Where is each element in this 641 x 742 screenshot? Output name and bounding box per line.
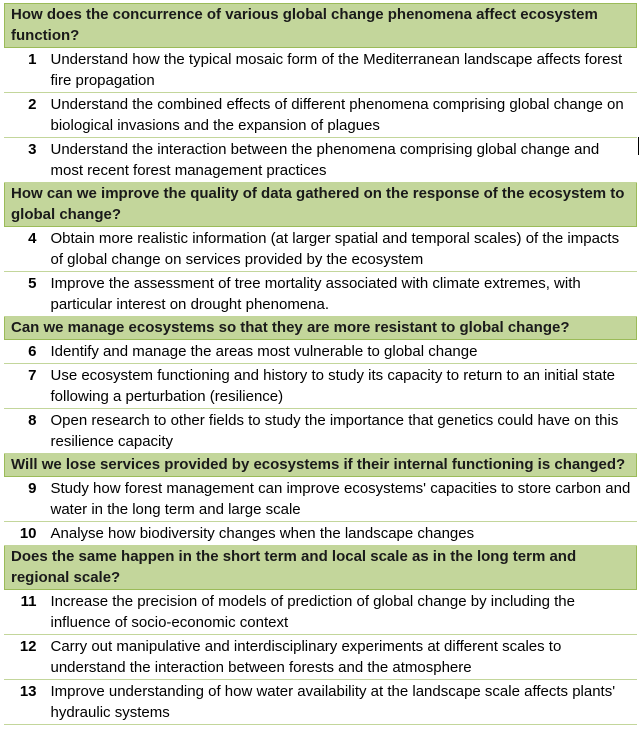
section-question: How does the concurrence of various global change phenomena affect ecosystem function? bbox=[5, 4, 637, 48]
research-questions-table bbox=[4, 3, 637, 725]
item-text: Study how forest management can improve ecosystems' capacities to store carbon and water in the long term and large scale bbox=[45, 477, 637, 522]
item-text: Improve understanding of how water availability at the landscape scale affects plants' hydraulic systems bbox=[45, 680, 637, 725]
table-row bbox=[5, 680, 637, 725]
item-number: 8 bbox=[5, 409, 45, 454]
table-row bbox=[5, 635, 637, 680]
section-header bbox=[5, 317, 637, 340]
item-text: Open research to other fields to study the importance that genetics could have on this resilience capacity bbox=[45, 409, 637, 454]
item-text: Identify and manage the areas most vulnerable to global change bbox=[45, 340, 637, 364]
table-row bbox=[5, 590, 637, 635]
section-question: Does the same happen in the short term and local scale as in the long term and regional scale? bbox=[5, 546, 637, 590]
item-number: 10 bbox=[5, 522, 45, 546]
item-number: 1 bbox=[5, 48, 45, 93]
table-row bbox=[5, 364, 637, 409]
table-row bbox=[5, 48, 637, 93]
item-number: 6 bbox=[5, 340, 45, 364]
section-question: How can we improve the quality of data gathered on the response of the ecosystem to global change? bbox=[5, 183, 637, 227]
table-row bbox=[5, 522, 637, 546]
table-row bbox=[5, 272, 637, 317]
item-number: 11 bbox=[5, 590, 45, 635]
section-header bbox=[5, 454, 637, 477]
table-row bbox=[5, 477, 637, 522]
table-row bbox=[5, 227, 637, 272]
section-header bbox=[5, 546, 637, 590]
table-row bbox=[5, 93, 637, 138]
table-row bbox=[5, 138, 637, 183]
item-number: 7 bbox=[5, 364, 45, 409]
section-header bbox=[5, 4, 637, 48]
item-text: Analyse how biodiversity changes when the landscape changes bbox=[45, 522, 637, 546]
item-number: 13 bbox=[5, 680, 45, 725]
table-row bbox=[5, 340, 637, 364]
item-text: Understand the combined effects of different phenomena comprising global change on biological invasions and the expansion of plagues bbox=[45, 93, 637, 138]
item-text: Understand how the typical mosaic form of the Mediterranean landscape affects forest fire propagation bbox=[45, 48, 637, 93]
section-question: Will we lose services provided by ecosystems if their internal functioning is changed? bbox=[5, 454, 637, 477]
table-row bbox=[5, 409, 637, 454]
item-text: Increase the precision of models of prediction of global change by including the influence of socio-economic context bbox=[45, 590, 637, 635]
section-question: Can we manage ecosystems so that they are more resistant to global change? bbox=[5, 317, 637, 340]
item-text: Understand the interaction between the phenomena comprising global change and most recent forest management practices bbox=[45, 138, 637, 183]
item-number: 2 bbox=[5, 93, 45, 138]
item-number: 5 bbox=[5, 272, 45, 317]
item-number: 4 bbox=[5, 227, 45, 272]
item-text: Use ecosystem functioning and history to study its capacity to return to an initial state following a perturbation (resilience) bbox=[45, 364, 637, 409]
item-text: Improve the assessment of tree mortality associated with climate extremes, with particular interest on drought phenomena. bbox=[45, 272, 637, 317]
item-text: Obtain more realistic information (at larger spatial and temporal scales) of the impacts of global change on services provided by the ecosystem bbox=[45, 227, 637, 272]
item-number: 12 bbox=[5, 635, 45, 680]
item-text: Carry out manipulative and interdisciplinary experiments at different scales to understand the interaction between forests and the atmosphere bbox=[45, 635, 637, 680]
item-number: 3 bbox=[5, 138, 45, 183]
text-cursor bbox=[638, 137, 639, 155]
item-number: 9 bbox=[5, 477, 45, 522]
section-header bbox=[5, 183, 637, 227]
